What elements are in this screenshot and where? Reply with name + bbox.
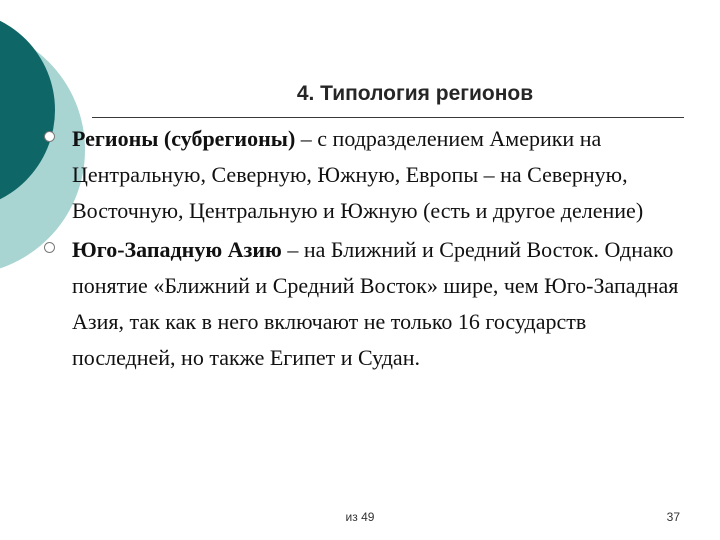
- bullet-item-regions: [44, 121, 694, 229]
- bullet-circle-icon: [44, 131, 55, 142]
- slide-number: 37: [666, 510, 680, 524]
- bullet-circle-icon: [44, 242, 55, 253]
- bullet-item-southwest-asia: [44, 232, 694, 376]
- bullet-body-text: – на Ближний и Средний Восток. Однако понятие «Ближний и Средний Восток» шире, чем Юго-Западная Азия, так как в него включают не только 16 государств последней, но также Египет и Судан.: [72, 237, 679, 370]
- bullet-lead-text: Юго-Западную Азию: [72, 237, 282, 262]
- title-divider: [92, 117, 684, 118]
- page-count: из 49: [345, 510, 375, 524]
- bullet-body-text: – с подразделением Америки на Центральную, Северную, Южную, Европы – на Северную, Восточную, Центральную и Южную (есть и другое деление): [72, 126, 644, 223]
- slide-title: 4. Типология регионов: [296, 82, 534, 105]
- bullet-list: [44, 121, 694, 376]
- bullet-lead-text: Регионы (субрегионы): [72, 126, 296, 151]
